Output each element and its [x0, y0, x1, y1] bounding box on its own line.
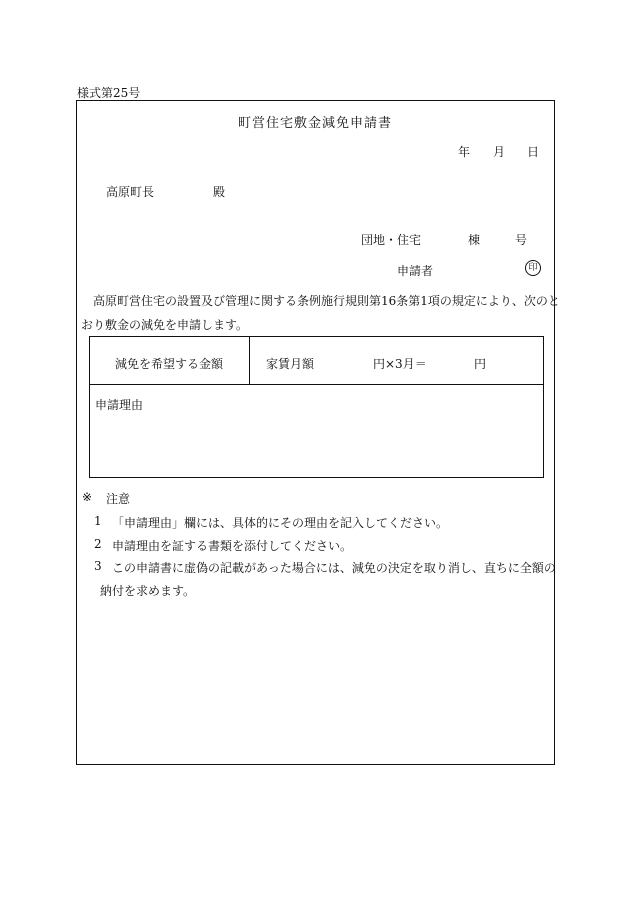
- form-number: 様式第25号: [77, 86, 141, 100]
- seal-mark: 印: [525, 260, 541, 276]
- note-text: 申請理由を証する書類を添付してください。: [112, 539, 353, 553]
- note-number: 3: [94, 559, 102, 573]
- calc-text: 円×3月＝: [373, 357, 427, 371]
- date-month: 月: [493, 145, 506, 159]
- note-number: 1: [94, 514, 102, 528]
- notes-mark: ※: [82, 490, 93, 504]
- residence-label: 団地・住宅: [361, 233, 422, 247]
- form-title: 町営住宅敷金減免申請書: [238, 116, 393, 131]
- note-number: 2: [94, 537, 102, 551]
- table-divider-vertical: [249, 337, 250, 384]
- applicant-label: 申請者: [397, 264, 434, 278]
- note-text-continuation: 納付を求めます。: [100, 584, 196, 598]
- note-text: 「申請理由」欄には、具体的にその理由を記入してください。: [112, 516, 449, 530]
- date-year: 年: [458, 145, 471, 159]
- table-divider-horizontal: [90, 384, 543, 385]
- note-text: この申請書に虚偽の記載があった場合には、減免の決定を取り消し、直ちに全額の: [112, 561, 556, 575]
- application-table: [89, 336, 544, 478]
- number-label: 号: [515, 233, 528, 247]
- body-text-line2: おり敷金の減免を申請します。: [81, 318, 249, 332]
- yen-label: 円: [474, 357, 487, 371]
- body-text-line1: 高原町営住宅の設置及び管理に関する条例施行規則第16条第1項の規定により、次のと: [93, 294, 560, 308]
- addressee-name: 高原町長: [106, 185, 155, 199]
- building-label: 棟: [468, 233, 481, 247]
- addressee-honorific: 殿: [213, 185, 226, 199]
- notes-header: 注意: [106, 492, 131, 506]
- rent-label: 家賃月額: [266, 357, 315, 371]
- date-day: 日: [527, 145, 540, 159]
- reason-label: 申請理由: [95, 398, 144, 412]
- amount-label: 減免を希望する金額: [115, 357, 224, 371]
